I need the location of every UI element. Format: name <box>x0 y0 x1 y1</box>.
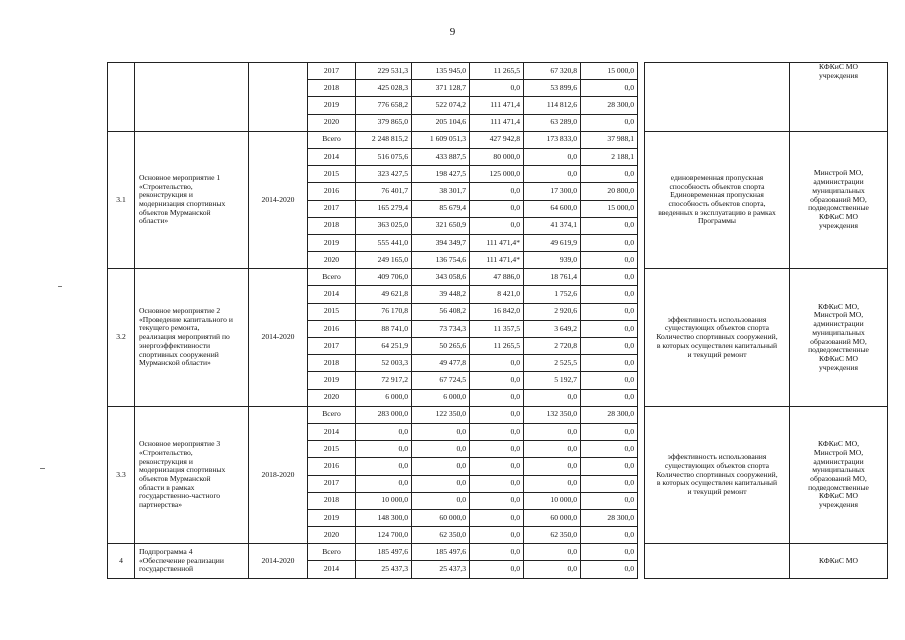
executor-cell-line: муниципальных <box>812 465 865 475</box>
item-title-line: спортивных сооружений <box>139 349 219 359</box>
indicator-cell-line: и текущий ремонт <box>687 349 747 359</box>
amount-cell: 0,0 <box>581 527 638 544</box>
year-cell: Всего <box>308 544 356 561</box>
amount-cell: 198 427,5 <box>412 166 470 183</box>
amount-cell: 0,0 <box>470 183 524 200</box>
item-title-line: области» <box>139 216 169 226</box>
item-period: 2014-2020 <box>249 269 308 407</box>
item-title <box>135 544 249 578</box>
item-title <box>135 269 249 407</box>
year-cell: 2014 <box>308 561 356 578</box>
amount-cell: 47 886,0 <box>470 269 524 286</box>
executor-cell-line: подведомственные <box>808 345 869 355</box>
amount-cell: 18 761,4 <box>524 269 581 286</box>
amount-cell: 0,0 <box>581 492 638 509</box>
amount-cell: 64 251,9 <box>356 338 412 355</box>
item-title-line: объектов Мурманской <box>139 207 211 217</box>
executor-cell-line: учреждения <box>819 500 858 510</box>
amount-cell: 0,0 <box>524 561 581 578</box>
amount-cell: 62 350,0 <box>524 527 581 544</box>
item-number: 3.3 <box>108 406 135 544</box>
spacer-cell <box>638 544 645 578</box>
amount-cell: 111 471,4 <box>470 97 524 114</box>
amount-cell: 2 188,1 <box>581 148 638 165</box>
amount-cell: 409 706,0 <box>356 269 412 286</box>
amount-cell: 135 945,0 <box>412 63 470 80</box>
amount-cell: 25 437,3 <box>412 561 470 578</box>
item-period <box>249 63 308 132</box>
amount-cell: 0,0 <box>470 527 524 544</box>
executor-cell <box>790 406 888 544</box>
amount-cell: 2 248 815,2 <box>356 131 412 148</box>
item-title-line: партнерства» <box>139 500 183 510</box>
amount-cell: 76 401,7 <box>356 183 412 200</box>
table-row <box>108 63 888 80</box>
amount-cell: 0,0 <box>356 423 412 440</box>
amount-cell: 0,0 <box>470 200 524 217</box>
amount-cell: 1 752,6 <box>524 286 581 303</box>
amount-cell: 38 301,7 <box>412 183 470 200</box>
executor-cell <box>790 131 888 269</box>
item-title <box>135 131 249 269</box>
year-cell: 2019 <box>308 509 356 526</box>
indicator-cell-line: способность объектов спорта, <box>668 199 766 208</box>
amount-cell: 0,0 <box>470 406 524 423</box>
amount-cell: 343 058,6 <box>412 269 470 286</box>
amount-cell: 6 000,0 <box>412 389 470 406</box>
indicator-cell-line: Единовременная пропускная <box>670 190 764 200</box>
amount-cell: 0,0 <box>470 80 524 97</box>
spacer-cell <box>638 63 645 132</box>
executor-cell-line: учреждения <box>819 362 858 372</box>
amount-cell: 0,0 <box>581 372 638 389</box>
amount-cell: 0,0 <box>470 544 524 561</box>
year-cell: 2019 <box>308 372 356 389</box>
amount-cell: 0,0 <box>581 441 638 458</box>
amount-cell: 67 724,5 <box>412 372 470 389</box>
amount-cell: 10 000,0 <box>356 492 412 509</box>
spacer-cell <box>638 131 645 269</box>
indicator-cell-line: Программы <box>697 216 737 226</box>
executor-cell-line: администрации <box>813 319 864 329</box>
amount-cell: 0,0 <box>412 441 470 458</box>
amount-cell: 53 899,6 <box>524 80 581 97</box>
amount-cell: 80 000,0 <box>470 148 524 165</box>
amount-cell: 0,0 <box>581 561 638 578</box>
amount-cell: 1 609 051,3 <box>412 131 470 148</box>
year-cell: 2020 <box>308 527 356 544</box>
amount-cell: 0,0 <box>581 544 638 561</box>
indicator-cell <box>645 63 790 132</box>
amount-cell: 0,0 <box>581 303 638 320</box>
amount-cell: 229 531,3 <box>356 63 412 80</box>
amount-cell: 0,0 <box>524 458 581 475</box>
year-cell: Всего <box>308 406 356 423</box>
item-period: 2014-2020 <box>249 131 308 269</box>
amount-cell: 2 720,8 <box>524 338 581 355</box>
indicator-cell-line: эффективность использования <box>667 314 767 324</box>
amount-cell: 6 000,0 <box>356 389 412 406</box>
amount-cell: 111 471,4 <box>470 114 524 131</box>
executor-cell-line: подведомственные <box>808 203 869 213</box>
amount-cell: 0,0 <box>524 441 581 458</box>
amount-cell: 8 421,0 <box>470 286 524 303</box>
amount-cell: 776 658,2 <box>356 97 412 114</box>
amount-cell: 73 734,3 <box>412 320 470 337</box>
amount-cell: 0,0 <box>412 475 470 492</box>
item-title-line: «Проведение капитального и <box>139 314 233 324</box>
item-title-line: «Строительство, <box>139 181 193 191</box>
executor-cell-line: КФКиС МО <box>818 212 859 222</box>
amount-cell: 88 741,0 <box>356 320 412 337</box>
executor-cell-line: КФКиС МО <box>818 491 859 501</box>
item-title <box>135 63 249 132</box>
amount-cell: 0,0 <box>524 166 581 183</box>
amount-cell: 111 471,4* <box>470 252 524 269</box>
executor-cell-line: муниципальных <box>812 185 865 195</box>
amount-cell: 111 471,4* <box>470 234 524 251</box>
item-number: 3.1 <box>108 131 135 269</box>
amount-cell: 0,0 <box>524 544 581 561</box>
amount-cell: 20 800,0 <box>581 183 638 200</box>
indicator-cell <box>645 544 790 578</box>
executor-cell-line: администрации <box>813 177 864 187</box>
amount-cell: 0,0 <box>581 286 638 303</box>
amount-cell: 67 320,8 <box>524 63 581 80</box>
amount-cell: 28 300,0 <box>581 406 638 423</box>
year-cell: Всего <box>308 131 356 148</box>
indicator-cell-line: Количество спортивных сооружений, <box>656 469 778 479</box>
amount-cell: 0,0 <box>470 372 524 389</box>
amount-cell: 0,0 <box>524 389 581 406</box>
item-title-line: модернизация спортивных <box>139 199 226 208</box>
item-number: 3.2 <box>108 269 135 407</box>
indicator-cell <box>645 131 790 269</box>
amount-cell: 185 497,6 <box>412 544 470 561</box>
amount-cell: 0,0 <box>581 320 638 337</box>
amount-cell: 433 887,5 <box>412 148 470 165</box>
executor-cell-line: муниципальных <box>812 327 865 337</box>
amount-cell: 0,0 <box>581 80 638 97</box>
year-cell: 2018 <box>308 355 356 372</box>
amount-cell: 50 265,6 <box>412 338 470 355</box>
amount-cell: 165 279,4 <box>356 200 412 217</box>
amount-cell: 321 650,9 <box>412 217 470 234</box>
item-number: 4 <box>108 544 135 578</box>
item-title-line: текущего ремонта, <box>139 323 200 333</box>
amount-cell: 11 357,5 <box>470 320 524 337</box>
amount-cell: 0,0 <box>581 114 638 131</box>
amount-cell: 0,0 <box>470 217 524 234</box>
item-title-line: «Строительство, <box>139 447 193 457</box>
year-cell: 2019 <box>308 234 356 251</box>
amount-cell: 64 600,0 <box>524 200 581 217</box>
amount-cell: 125 000,0 <box>470 166 524 183</box>
executor-cell-line: образований МО, <box>810 336 867 346</box>
amount-cell: 37 988,1 <box>581 131 638 148</box>
executor-cell-line: КФКиС МО <box>818 62 859 71</box>
budget-table <box>107 62 888 579</box>
executor-cell-line: КФКиС МО <box>818 555 859 565</box>
amount-cell: 76 170,8 <box>356 303 412 320</box>
margin-mark <box>40 468 45 469</box>
amount-cell: 0,0 <box>412 492 470 509</box>
amount-cell: 72 917,2 <box>356 372 412 389</box>
amount-cell: 0,0 <box>470 423 524 440</box>
amount-cell: 249 165,0 <box>356 252 412 269</box>
amount-cell: 28 300,0 <box>581 97 638 114</box>
amount-cell: 124 700,0 <box>356 527 412 544</box>
amount-cell: 2 525,5 <box>524 355 581 372</box>
amount-cell: 3 649,2 <box>524 320 581 337</box>
amount-cell: 63 289,0 <box>524 114 581 131</box>
amount-cell: 0,0 <box>581 423 638 440</box>
year-cell: 2019 <box>308 97 356 114</box>
amount-cell: 10 000,0 <box>524 492 581 509</box>
executor-cell-line: Минстрой МО, <box>813 310 864 320</box>
amount-cell: 56 408,2 <box>412 303 470 320</box>
item-title-line: Основное мероприятие 1 <box>139 172 221 182</box>
amount-cell: 148 300,0 <box>356 509 412 526</box>
amount-cell: 15 000,0 <box>581 200 638 217</box>
amount-cell: 0,0 <box>470 355 524 372</box>
year-cell: 2016 <box>308 183 356 200</box>
amount-cell: 0,0 <box>470 389 524 406</box>
amount-cell: 0,0 <box>581 475 638 492</box>
indicator-cell-line: единовременная пропускная <box>670 172 764 182</box>
page-number: 9 <box>449 26 456 38</box>
amount-cell: 371 128,7 <box>412 80 470 97</box>
executor-cell-line: подведомственные <box>808 482 869 492</box>
amount-cell: 0,0 <box>581 252 638 269</box>
year-cell: 2020 <box>308 114 356 131</box>
indicator-cell-line: Количество спортивных сооружений, <box>656 332 778 342</box>
executor-cell-line: администрации <box>813 456 864 466</box>
amount-cell: 122 350,0 <box>412 406 470 423</box>
amount-cell: 173 833,0 <box>524 131 581 148</box>
amount-cell: 114 812,6 <box>524 97 581 114</box>
amount-cell: 0,0 <box>581 234 638 251</box>
executor-cell <box>790 269 888 407</box>
amount-cell: 0,0 <box>470 492 524 509</box>
amount-cell: 60 000,0 <box>524 509 581 526</box>
amount-cell: 0,0 <box>581 166 638 183</box>
amount-cell: 0,0 <box>470 561 524 578</box>
indicator-cell-line: способность объектов спорта <box>669 181 765 191</box>
amount-cell: 185 497,6 <box>356 544 412 561</box>
amount-cell: 0,0 <box>581 355 638 372</box>
amount-cell: 0,0 <box>581 269 638 286</box>
amount-cell: 28 300,0 <box>581 509 638 526</box>
amount-cell: 0,0 <box>412 423 470 440</box>
year-cell: 2014 <box>308 148 356 165</box>
executor-cell <box>790 63 888 132</box>
amount-cell: 132 350,0 <box>524 406 581 423</box>
item-title-line: реконструкция и <box>139 456 193 466</box>
table-row <box>108 406 888 423</box>
amount-cell: 555 441,0 <box>356 234 412 251</box>
year-cell: 2020 <box>308 252 356 269</box>
amount-cell: 52 003,3 <box>356 355 412 372</box>
amount-cell: 522 074,2 <box>412 97 470 114</box>
amount-cell: 15 000,0 <box>581 63 638 80</box>
year-cell: 2017 <box>308 200 356 217</box>
item-title-line: Подпрограмма 4 <box>139 546 193 556</box>
amount-cell: 394 349,7 <box>412 234 470 251</box>
amount-cell: 2 920,6 <box>524 303 581 320</box>
item-title-line: энергоэффективности <box>139 340 211 350</box>
table-row <box>108 131 888 148</box>
executor-cell-line: КФКиС МО, <box>818 301 859 311</box>
amount-cell: 49 619,9 <box>524 234 581 251</box>
executor-cell-line: учреждения <box>819 70 858 80</box>
item-title-line: Мурманской области» <box>139 358 211 368</box>
amount-cell: 0,0 <box>356 458 412 475</box>
year-cell: 2016 <box>308 320 356 337</box>
table-row <box>108 544 888 561</box>
amount-cell: 0,0 <box>581 389 638 406</box>
indicator-cell-line: существующих объектов спорта <box>664 323 770 333</box>
year-cell: 2017 <box>308 63 356 80</box>
amount-cell: 49 621,8 <box>356 286 412 303</box>
amount-cell: 60 000,0 <box>412 509 470 526</box>
amount-cell: 49 477,8 <box>412 355 470 372</box>
year-cell: 2014 <box>308 423 356 440</box>
year-cell: Всего <box>308 269 356 286</box>
amount-cell: 363 025,0 <box>356 217 412 234</box>
item-title-line: реконструкция и <box>139 190 193 200</box>
amount-cell: 62 350,0 <box>412 527 470 544</box>
amount-cell: 5 192,7 <box>524 372 581 389</box>
item-title <box>135 406 249 544</box>
amount-cell: 39 448,2 <box>412 286 470 303</box>
amount-cell: 939,0 <box>524 252 581 269</box>
item-title-line: Основное мероприятие 3 <box>139 439 221 449</box>
item-title-line: «Обеспечение реализации <box>139 555 224 565</box>
year-cell: 2018 <box>308 217 356 234</box>
item-title-line: государственно-частного <box>139 491 221 501</box>
amount-cell: 16 842,0 <box>470 303 524 320</box>
amount-cell: 0,0 <box>524 475 581 492</box>
year-cell: 2020 <box>308 389 356 406</box>
amount-cell: 25 437,3 <box>356 561 412 578</box>
amount-cell: 0,0 <box>356 475 412 492</box>
executor-cell-line: Минстрой МО, <box>813 168 864 178</box>
amount-cell: 516 075,6 <box>356 148 412 165</box>
amount-cell: 323 427,5 <box>356 166 412 183</box>
amount-cell: 11 265,5 <box>470 63 524 80</box>
item-period: 2014-2020 <box>249 544 308 578</box>
amount-cell: 0,0 <box>581 458 638 475</box>
amount-cell: 136 754,6 <box>412 252 470 269</box>
item-title-line: государственной <box>139 564 194 574</box>
amount-cell: 425 028,3 <box>356 80 412 97</box>
item-title-line: Основное мероприятие 2 <box>139 305 221 315</box>
amount-cell: 0,0 <box>524 423 581 440</box>
year-cell: 2017 <box>308 475 356 492</box>
year-cell: 2015 <box>308 303 356 320</box>
executor-cell-line: КФКиС МО, <box>818 439 859 449</box>
indicator-cell-line: в которых осуществлен капитальный <box>656 478 778 488</box>
table-row <box>108 269 888 286</box>
amount-cell: 0,0 <box>470 441 524 458</box>
executor-cell-line: учреждения <box>819 220 858 230</box>
indicator-cell-line: введенных в эксплуатацию в рамках <box>658 207 776 217</box>
amount-cell: 0,0 <box>470 458 524 475</box>
year-cell: 2015 <box>308 441 356 458</box>
amount-cell: 427 942,8 <box>470 131 524 148</box>
year-cell: 2017 <box>308 338 356 355</box>
indicator-cell <box>645 406 790 544</box>
item-title-line: модернизация спортивных <box>139 465 226 475</box>
amount-cell: 379 865,0 <box>356 114 412 131</box>
amount-cell: 0,0 <box>470 509 524 526</box>
indicator-cell-line: в которых осуществлен капитальный <box>656 340 778 350</box>
item-title-line: объектов Мурманской <box>139 474 211 483</box>
year-cell: 2018 <box>308 492 356 509</box>
executor-cell-line: Минстрой МО, <box>813 447 864 457</box>
amount-cell: 85 679,4 <box>412 200 470 217</box>
indicator-cell-line: эффективность использования <box>667 452 767 462</box>
executor-cell-line: КФКиС МО <box>818 353 859 363</box>
amount-cell: 0,0 <box>524 148 581 165</box>
amount-cell: 0,0 <box>412 458 470 475</box>
indicator-cell-line: существующих объектов спорта <box>664 460 770 470</box>
executor-cell-line: образований МО, <box>810 474 867 483</box>
amount-cell: 205 104,6 <box>412 114 470 131</box>
amount-cell: 41 374,1 <box>524 217 581 234</box>
margin-mark <box>58 286 62 287</box>
indicator-cell-line: и текущий ремонт <box>687 487 747 497</box>
amount-cell: 0,0 <box>581 338 638 355</box>
amount-cell: 11 265,5 <box>470 338 524 355</box>
year-cell: 2015 <box>308 166 356 183</box>
item-period: 2018-2020 <box>249 406 308 544</box>
item-title-line: реализация мероприятий по <box>139 332 230 342</box>
indicator-cell <box>645 269 790 407</box>
amount-cell: 283 000,0 <box>356 406 412 423</box>
spacer-cell <box>638 269 645 407</box>
item-number <box>108 63 135 132</box>
executor-cell <box>790 544 888 578</box>
year-cell: 2014 <box>308 286 356 303</box>
year-cell: 2016 <box>308 458 356 475</box>
amount-cell: 0,0 <box>470 475 524 492</box>
amount-cell: 0,0 <box>581 217 638 234</box>
amount-cell: 17 300,0 <box>524 183 581 200</box>
amount-cell: 0,0 <box>356 441 412 458</box>
item-title-line: области в рамках <box>139 482 195 492</box>
spacer-cell <box>638 406 645 544</box>
year-cell: 2018 <box>308 80 356 97</box>
executor-cell-line: образований МО, <box>810 194 867 204</box>
